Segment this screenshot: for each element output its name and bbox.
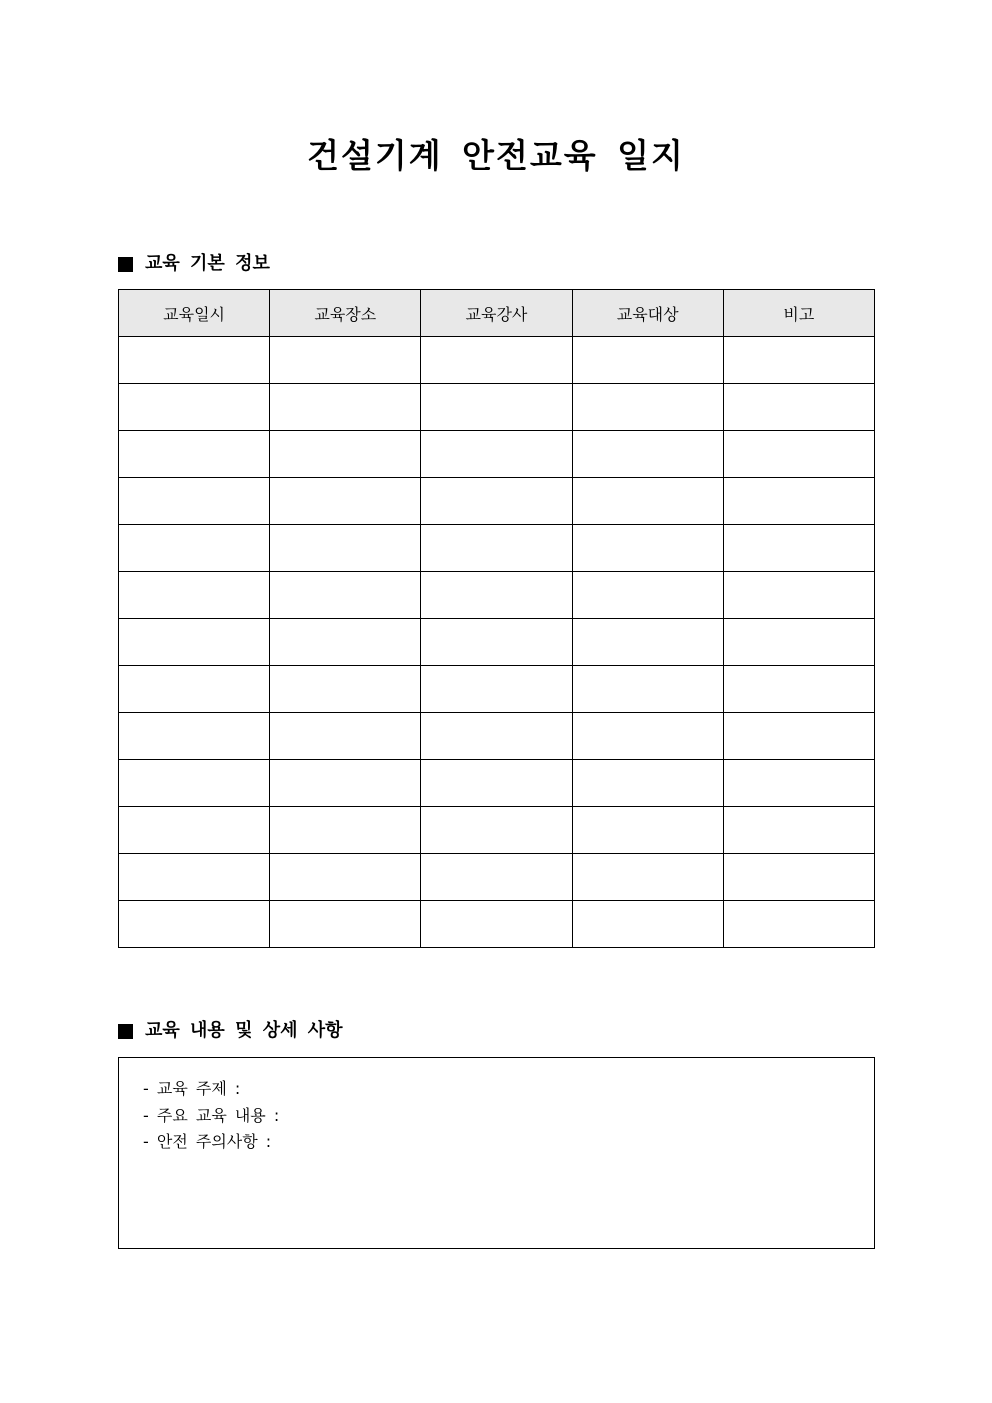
table-cell[interactable] — [270, 478, 421, 525]
table-row — [119, 525, 875, 572]
table-cell[interactable] — [270, 854, 421, 901]
table-cell[interactable] — [119, 854, 270, 901]
table-cell[interactable] — [572, 854, 723, 901]
table-cell[interactable] — [270, 337, 421, 384]
table-cell[interactable] — [119, 572, 270, 619]
column-header-remarks: 비고 — [723, 290, 874, 337]
table-cell[interactable] — [270, 666, 421, 713]
table-cell[interactable] — [119, 760, 270, 807]
table-cell[interactable] — [723, 619, 874, 666]
table-cell[interactable] — [119, 807, 270, 854]
table-row — [119, 384, 875, 431]
table-cell[interactable] — [723, 572, 874, 619]
table-cell[interactable] — [572, 807, 723, 854]
column-header-date: 교육일시 — [119, 290, 270, 337]
table-cell[interactable] — [421, 760, 572, 807]
column-header-instructor: 교육강사 — [421, 290, 572, 337]
education-info-table — [118, 289, 875, 948]
table-cell[interactable] — [119, 619, 270, 666]
table-cell[interactable] — [723, 901, 874, 948]
table-cell[interactable] — [572, 713, 723, 760]
table-cell[interactable] — [119, 525, 270, 572]
table-cell[interactable] — [572, 525, 723, 572]
details-lines — [143, 1076, 279, 1156]
table-cell[interactable] — [723, 431, 874, 478]
table-body — [119, 337, 875, 948]
table-cell[interactable] — [421, 854, 572, 901]
table-cell[interactable] — [723, 760, 874, 807]
table-cell[interactable] — [572, 619, 723, 666]
section-heading-basic-info — [118, 251, 270, 277]
column-header-target: 교육대상 — [572, 290, 723, 337]
table-cell[interactable] — [723, 666, 874, 713]
table-row — [119, 807, 875, 854]
table-row — [119, 337, 875, 384]
table-cell[interactable] — [119, 901, 270, 948]
table-cell[interactable] — [572, 431, 723, 478]
table-row — [119, 760, 875, 807]
table-cell[interactable] — [119, 337, 270, 384]
table-cell[interactable] — [421, 572, 572, 619]
table-cell[interactable] — [723, 854, 874, 901]
square-bullet-icon — [118, 1024, 133, 1039]
table-cell[interactable] — [421, 901, 572, 948]
table-cell[interactable] — [723, 807, 874, 854]
detail-line-main-content: - 주요 교육 내용 : — [143, 1105, 280, 1125]
table-cell[interactable] — [421, 384, 572, 431]
table-cell[interactable] — [421, 478, 572, 525]
table-row — [119, 572, 875, 619]
table-cell[interactable] — [270, 807, 421, 854]
table-row — [119, 901, 875, 948]
table-cell[interactable] — [572, 478, 723, 525]
table-cell[interactable] — [723, 337, 874, 384]
table-cell[interactable] — [119, 666, 270, 713]
details-box[interactable] — [118, 1057, 875, 1249]
table-row — [119, 666, 875, 713]
table-cell[interactable] — [421, 713, 572, 760]
table-cell[interactable] — [119, 384, 270, 431]
table-cell[interactable] — [421, 337, 572, 384]
table-cell[interactable] — [270, 431, 421, 478]
detail-line-topic: - 교육 주제 : — [143, 1079, 241, 1098]
table-cell[interactable] — [572, 384, 723, 431]
table-cell[interactable] — [119, 713, 270, 760]
table-cell[interactable] — [119, 431, 270, 478]
table-cell[interactable] — [572, 337, 723, 384]
table-cell[interactable] — [270, 572, 421, 619]
square-bullet-icon — [118, 257, 133, 272]
table-row — [119, 478, 875, 525]
table-cell[interactable] — [270, 525, 421, 572]
table-row — [119, 431, 875, 478]
table-cell[interactable] — [119, 478, 270, 525]
table-cell[interactable] — [421, 619, 572, 666]
table-cell[interactable] — [270, 901, 421, 948]
table-cell[interactable] — [723, 478, 874, 525]
table-cell[interactable] — [572, 572, 723, 619]
table-cell[interactable] — [421, 431, 572, 478]
table-row — [119, 619, 875, 666]
table-cell[interactable] — [270, 713, 421, 760]
table-cell[interactable] — [572, 901, 723, 948]
column-header-location: 교육장소 — [270, 290, 421, 337]
table-cell[interactable] — [572, 666, 723, 713]
table-cell[interactable] — [572, 760, 723, 807]
table-cell[interactable] — [270, 619, 421, 666]
table-cell[interactable] — [270, 384, 421, 431]
table-cell[interactable] — [421, 525, 572, 572]
table-cell[interactable] — [421, 666, 572, 713]
table-cell[interactable] — [270, 760, 421, 807]
section-heading-label: 교육 기본 정보 — [145, 253, 270, 274]
table-header-row — [119, 290, 875, 337]
table-cell[interactable] — [723, 525, 874, 572]
section-heading-details — [118, 1018, 343, 1044]
table-row — [119, 713, 875, 760]
table-cell[interactable] — [723, 384, 874, 431]
section-heading-label: 교육 내용 및 상세 사항 — [145, 1020, 343, 1041]
table-row — [119, 854, 875, 901]
detail-line-safety-notes: - 안전 주의사항 : — [143, 1132, 272, 1151]
page-title: 건설기계 안전교육 일지 — [307, 136, 685, 175]
table-cell[interactable] — [421, 807, 572, 854]
table-cell[interactable] — [723, 713, 874, 760]
